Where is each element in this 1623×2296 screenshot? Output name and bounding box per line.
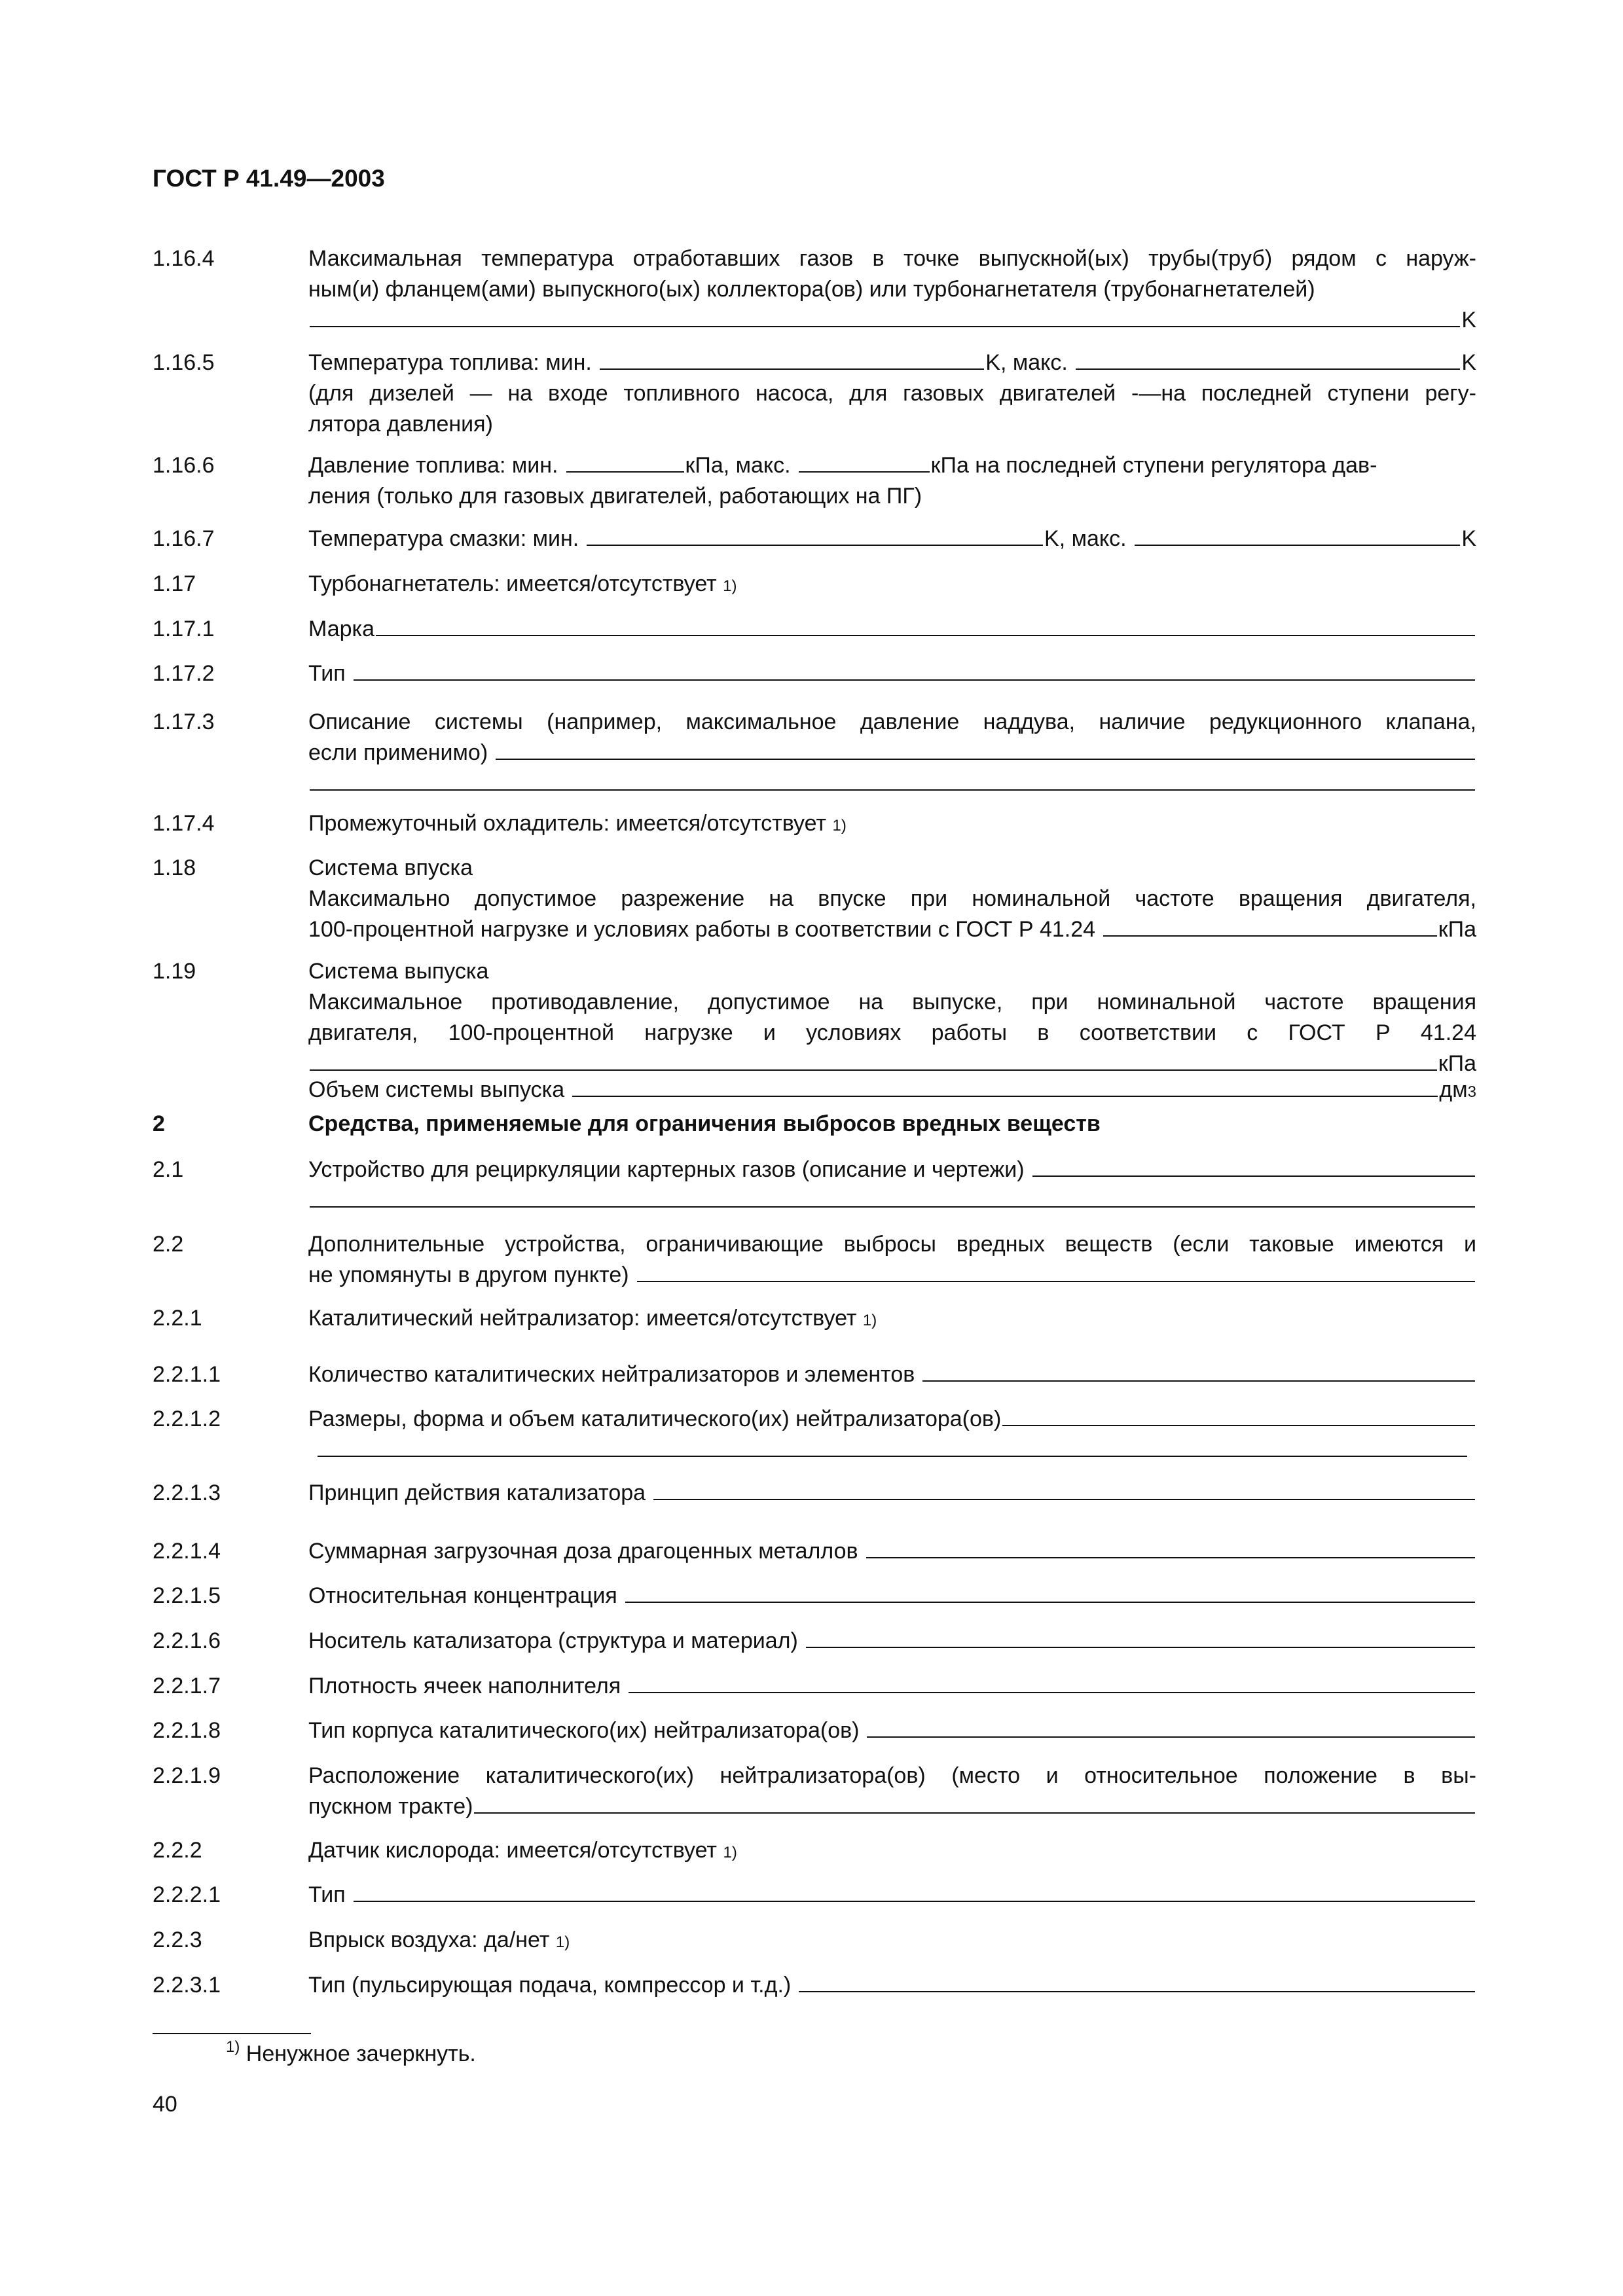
item-number: 1.19 — [153, 959, 196, 984]
fill-in-blank[interactable] — [1032, 1155, 1475, 1177]
unit-label: K — [1461, 308, 1476, 332]
item-text-line: ления (только для газовых двигателей, работающих на ПГ) — [308, 484, 922, 509]
fill-in-blank[interactable] — [1135, 524, 1461, 546]
fill-in-blank[interactable] — [474, 1791, 1475, 1814]
item-number: 2.2.3.1 — [153, 1973, 221, 1998]
fill-in-blank[interactable] — [354, 1880, 1475, 1902]
fill-in-blank[interactable] — [572, 1075, 1438, 1097]
item-text: K, макс. — [1044, 526, 1127, 551]
item-number: 2.2.3 — [153, 1928, 202, 1952]
item-number: 2.2.1.8 — [153, 1718, 221, 1743]
fill-in-blank[interactable] — [376, 614, 1475, 636]
fill-in-blank[interactable] — [799, 450, 930, 473]
item-number: 1.17.4 — [153, 811, 215, 836]
fill-in-blank[interactable] — [310, 1185, 1475, 1208]
fill-in-blank[interactable] — [799, 1970, 1475, 1992]
fill-in-blank[interactable] — [653, 1478, 1475, 1500]
fill-in-blank[interactable] — [867, 1715, 1475, 1738]
fill-in-blank[interactable] — [922, 1359, 1475, 1382]
item-text: Принцип действия катализатора — [308, 1480, 646, 1505]
item-text: Устройство для рециркуляции картерных газов (описание и чертежи) — [308, 1157, 1025, 1182]
unit-label: дм — [1439, 1077, 1468, 1102]
page-number: 40 — [153, 2092, 177, 2117]
item-number: 1.16.6 — [153, 453, 215, 478]
item-text: Температура топлива: мин. — [308, 350, 592, 375]
item-text: Турбонагнетатель: имеется/отсутствует — [308, 571, 717, 596]
section-number: 2 — [153, 1111, 165, 1136]
item-title: Система впуска — [308, 855, 473, 880]
item-text: K, макс. — [985, 350, 1068, 375]
item-text: Датчик кислорода: имеется/отсутствует — [308, 1838, 718, 1863]
footnote-divider — [153, 2033, 311, 2034]
item-text: Носитель катализатора (структура и материал) — [308, 1628, 798, 1653]
fill-in-blank[interactable] — [587, 524, 1043, 546]
fill-in-blank[interactable] — [600, 348, 984, 370]
item-number: 2.2.2 — [153, 1838, 202, 1863]
fill-in-blank[interactable] — [1076, 348, 1460, 370]
item-text-line: Описание системы (например, максимальное давление наддува, наличие редукционного клапана, — [308, 709, 1476, 734]
item-number: 2.2.1.4 — [153, 1539, 221, 1564]
item-text-line: Максимально допустимое разрежение на впуске при номинальной частоте вращения двигателя, — [308, 886, 1476, 911]
item-number: 2.2.1.1 — [153, 1362, 221, 1387]
fill-in-blank[interactable] — [866, 1536, 1475, 1558]
item-text: не упомянуты в другом пункте) — [308, 1263, 629, 1287]
item-text: Температура смазки: мин. — [308, 526, 579, 551]
item-number: 2.2 — [153, 1232, 184, 1257]
item-text-line: Расположение каталитического(их) нейтрализатора(ов) (место и относительное положение в вы- — [308, 1763, 1476, 1788]
fill-in-blank[interactable] — [1002, 1404, 1475, 1426]
item-number: 2.2.1.6 — [153, 1628, 221, 1653]
unit-label: K — [1461, 350, 1477, 375]
item-text: Тип — [308, 661, 346, 686]
item-text: Промежуточный охладитель: имеется/отсутствует — [308, 811, 827, 836]
item-text-line: двигателя, 100-процентной нагрузке и условиях работы в соответствии с ГОСТ Р 41.24 — [308, 1020, 1476, 1045]
fill-in-blank[interactable] — [310, 1049, 1437, 1071]
unit-label: кПа — [1438, 1051, 1476, 1076]
fill-in-blank[interactable] — [310, 305, 1460, 327]
item-number: 1.17.3 — [153, 709, 215, 734]
item-text-line: Максимальное противодавление, допустимое на выпуске, при номинальной частоте вращения — [308, 990, 1476, 1014]
item-number: 1.16.5 — [153, 350, 215, 375]
item-text: Тип корпуса каталитического(их) нейтрализатора(ов) — [308, 1718, 860, 1743]
item-text: кПа на последней ступени регулятора дав- — [930, 453, 1377, 478]
item-text: Плотность ячеек наполнителя — [308, 1674, 621, 1698]
item-number: 2.2.1.3 — [153, 1480, 221, 1505]
document-header: ГОСТ Р 41.49—2003 — [153, 165, 385, 192]
unit-label: кПа — [1438, 917, 1476, 942]
item-number: 1.16.7 — [153, 526, 215, 551]
item-text: 100-процентной нагрузке и условиях работы в соответствии с ГОСТ Р 41.24 — [308, 917, 1096, 942]
item-number: 1.18 — [153, 855, 196, 880]
fill-in-blank[interactable] — [310, 768, 1475, 791]
item-number: 2.2.1.7 — [153, 1674, 221, 1698]
fill-in-blank[interactable] — [806, 1626, 1475, 1648]
item-text-line: (для дизелей — на входе топливного насоса, для газовых двигателей -—на последней ступени регу- — [308, 381, 1476, 406]
item-number: 2.2.1.9 — [153, 1763, 221, 1788]
item-number: 1.17.1 — [153, 617, 215, 641]
footnote-text: Ненужное зачеркнуть. — [240, 2041, 476, 2066]
fill-in-blank[interactable] — [496, 738, 1475, 760]
fill-in-blank[interactable] — [637, 1260, 1475, 1282]
footnote — [226, 2039, 476, 2070]
fill-in-blank[interactable] — [354, 658, 1475, 681]
item-text: Тип (пульсирующая подача, компрессор и т.д.) — [308, 1973, 792, 1998]
item-text: Размеры, форма и объем каталитического(их) нейтрализатора(ов) — [308, 1407, 1002, 1431]
item-number: 2.1 — [153, 1157, 184, 1182]
item-text: Объем системы выпуска — [308, 1077, 565, 1102]
fill-in-blank[interactable] — [318, 1435, 1467, 1457]
fill-in-blank[interactable] — [629, 1671, 1475, 1693]
item-number: 1.17 — [153, 571, 196, 596]
item-number: 2.2.1.2 — [153, 1407, 221, 1431]
fill-in-blank[interactable] — [566, 450, 684, 473]
footnote-mark: 1) — [226, 2038, 240, 2056]
item-number: 1.16.4 — [153, 246, 215, 271]
item-text: Марка — [308, 617, 375, 641]
item-number: 2.2.1.5 — [153, 1583, 221, 1608]
item-text: пускном тракте) — [308, 1794, 473, 1819]
item-text: Давление топлива: мин. — [308, 453, 558, 478]
item-text: Относительная концентрация — [308, 1583, 617, 1608]
item-text: Количество каталитических нейтрализаторов и элементов — [308, 1362, 915, 1387]
item-text-line: лятора давления) — [308, 412, 493, 437]
item-text-line: ным(и) фланцем(ами) выпускного(ых) коллектора(ов) или турбонагнетателя (трубонагнетателей) — [308, 277, 1315, 302]
unit-label: K — [1461, 526, 1476, 551]
item-number: 2.2.1 — [153, 1306, 202, 1331]
item-text: если применимо) — [308, 740, 488, 765]
item-text: Впрыск воздуха: да/нет — [308, 1928, 550, 1952]
item-title: Система выпуска — [308, 959, 489, 984]
item-text: Суммарная загрузочная доза драгоценных металлов — [308, 1539, 858, 1564]
item-text-line: Дополнительные устройства, ограничивающие выбросы вредных веществ (если таковые имеются и — [308, 1232, 1476, 1257]
item-text: Каталитический нейтрализатор: имеется/отсутствует — [308, 1306, 857, 1331]
item-number: 1.17.2 — [153, 661, 215, 686]
item-number: 2.2.2.1 — [153, 1882, 221, 1907]
fill-in-blank[interactable] — [1103, 914, 1437, 937]
item-text-line: Максимальная температура отработавших газов в точке выпускной(ых) трубы(труб) рядом с наруж- — [308, 246, 1476, 271]
item-text: Тип — [308, 1882, 346, 1907]
section-title: Средства, применяемые для ограничения выбросов вредных веществ — [308, 1111, 1101, 1136]
fill-in-blank[interactable] — [625, 1581, 1475, 1603]
item-text: кПа, макс. — [685, 453, 791, 478]
